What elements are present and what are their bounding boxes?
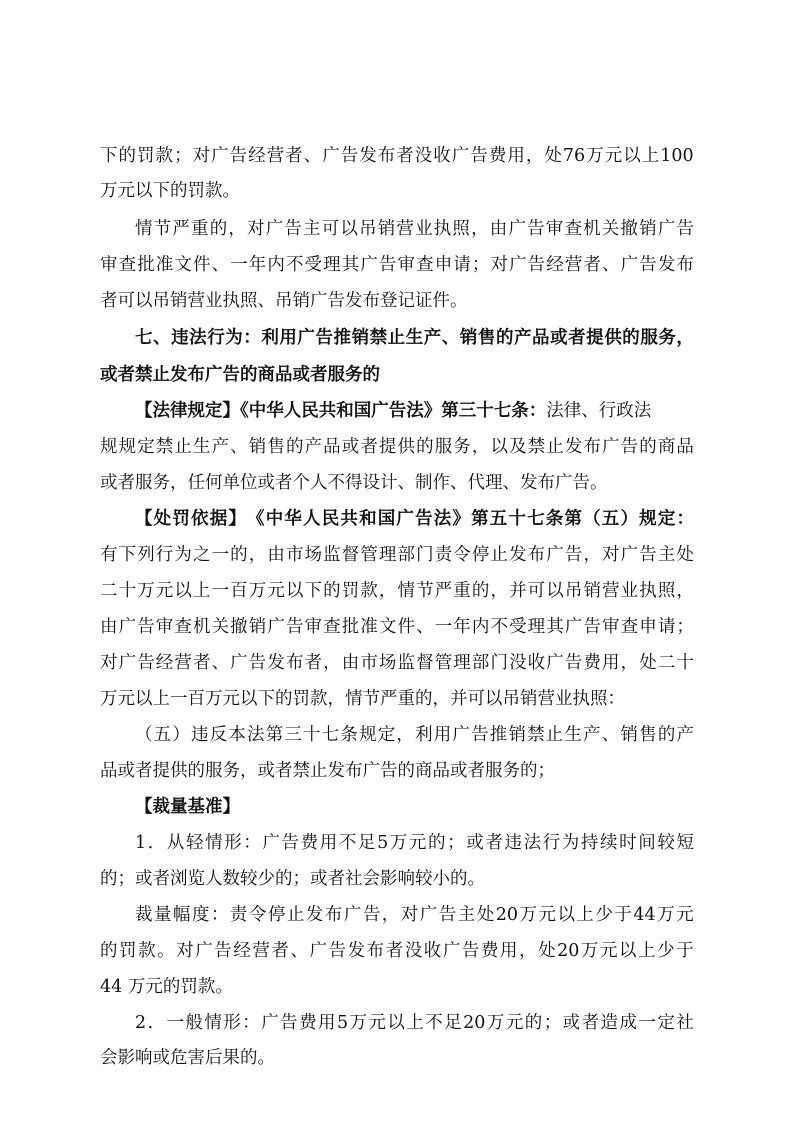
discretion-standard-heading: 【裁量基准】	[135, 797, 240, 817]
paragraph-line: 裁 量 幅 度 ： 责 令 停 止 发 布 广 告 ， 对 广 告 主 处 20 万 元 以 上 少 于 44 万 元	[135, 905, 694, 925]
paragraph-line: 万元以上一百万元以下的罚款，情节严重的，并可以吊销营业执照：	[100, 689, 625, 709]
legal-provision-label: 【法律规定】《中华人民共和国广告法》第三十七条：	[135, 401, 547, 421]
paragraph-line: 品或者提供的服务，或者禁止发布广告的商品或者服务的；	[100, 761, 555, 781]
paragraph-line: 者可以吊销营业执照、吊销广告发布登记证件。	[100, 291, 468, 311]
section-heading-line: 七 、 违 法 行 为 ： 利 用 广 告 推 销 禁 止 生 产 、 销 售 的 产 品 或 者 提 供 的 服 务 ，	[135, 328, 694, 348]
paragraph-line: 万元以下的罚款。	[100, 181, 240, 201]
paragraph-line: 的 罚 款 。 对 广 告 经 营 者 、 广 告 发 布 者 没 收 广 告 费 用 ， 处 20 万 元 以 上 少 于	[100, 941, 694, 961]
paragraph-line: 2 ． 一 般 情 形 ： 广 告 费 用 5 万 元 以 上 不 足 20 万 元 的 ； 或 者 造 成 一 定 社	[135, 1013, 694, 1033]
penalty-basis-heading: 【 处 罚 依 据 】 《 中 华 人 民 共 和 国 广 告 法 》 第 五 十 七 条 第 （ 五 ） 规 定 ：	[135, 509, 694, 529]
paragraph-line: 有 下 列 行 为 之 一 的 ， 由 市 场 监 督 管 理 部 门 责 令 停 止 发 布 广 告 ， 对 广 告 主 处	[100, 545, 694, 565]
paragraph-line: （ 五 ） 违 反 本 法 第 三 十 七 条 规 定 ， 利 用 广 告 推 销 禁 止 生 产 、 销 售 的 产	[135, 725, 694, 745]
paragraph-line: 44 万元的罚款。	[100, 977, 233, 997]
paragraph-line: 1 ． 从 轻 情 形 ： 广 告 费 用 不 足 5 万 元 的 ； 或 者 违 法 行 为 持 续 时 间 较 短	[135, 833, 694, 853]
paragraph-line: 或者服务，任何单位或者个人不得设计、制作、代理、发布广告。	[100, 473, 608, 493]
paragraph-line: 由 广 告 审 查 机 关 撤 销 广 告 审 查 批 准 文 件 、 一 年 内 不 受 理 其 广 告 审 查 申 请 ；	[100, 617, 694, 637]
paragraph-line: 的；或者浏览人数较少的；或者社会影响较小的。	[100, 869, 485, 889]
paragraph-line: 下 的 罚 款 ； 对 广 告 经 营 者 、 广 告 发 布 者 没 收 广 告 费 用 ， 处 76 万 元 以 上 100	[100, 146, 694, 166]
paragraph-line: 会影响或危害后果的。	[100, 1048, 275, 1068]
paragraph-line: 对 广 告 经 营 者 、 广 告 发 布 者 ， 由 市 场 监 督 管 理 部 门 没 收 广 告 费 用 ， 处 二 十	[100, 653, 694, 673]
paragraph-line: 二 十 万 元 以 上 一 百 万 元 以 下 的 罚 款 ， 情 节 严 重 的 ， 并 可 以 吊 销 营 业 执 照 ，	[100, 581, 694, 601]
legal-provision-text: 法律、行政法	[546, 401, 652, 421]
paragraph-line: 情 节 严 重 的 ， 对 广 告 主 可 以 吊 销 营 业 执 照 ， 由 广 告 审 查 机 关 撤 销 广 告	[135, 219, 694, 239]
section-heading-line: 或者禁止发布广告的商品或者服务的	[100, 365, 380, 385]
paragraph-line: 规 规 定 禁 止 生 产 、 销 售 的 产 品 或 者 提 供 的 服 务 ， 以 及 禁 止 发 布 广 告 的 商 品	[100, 437, 694, 457]
legal-provision-line	[135, 393, 694, 429]
paragraph-line: 审 查 批 准 文 件 、 一 年 内 不 受 理 其 广 告 审 查 申 请 ； 对 广 告 经 营 者 、 广 告 发 布	[100, 255, 694, 275]
